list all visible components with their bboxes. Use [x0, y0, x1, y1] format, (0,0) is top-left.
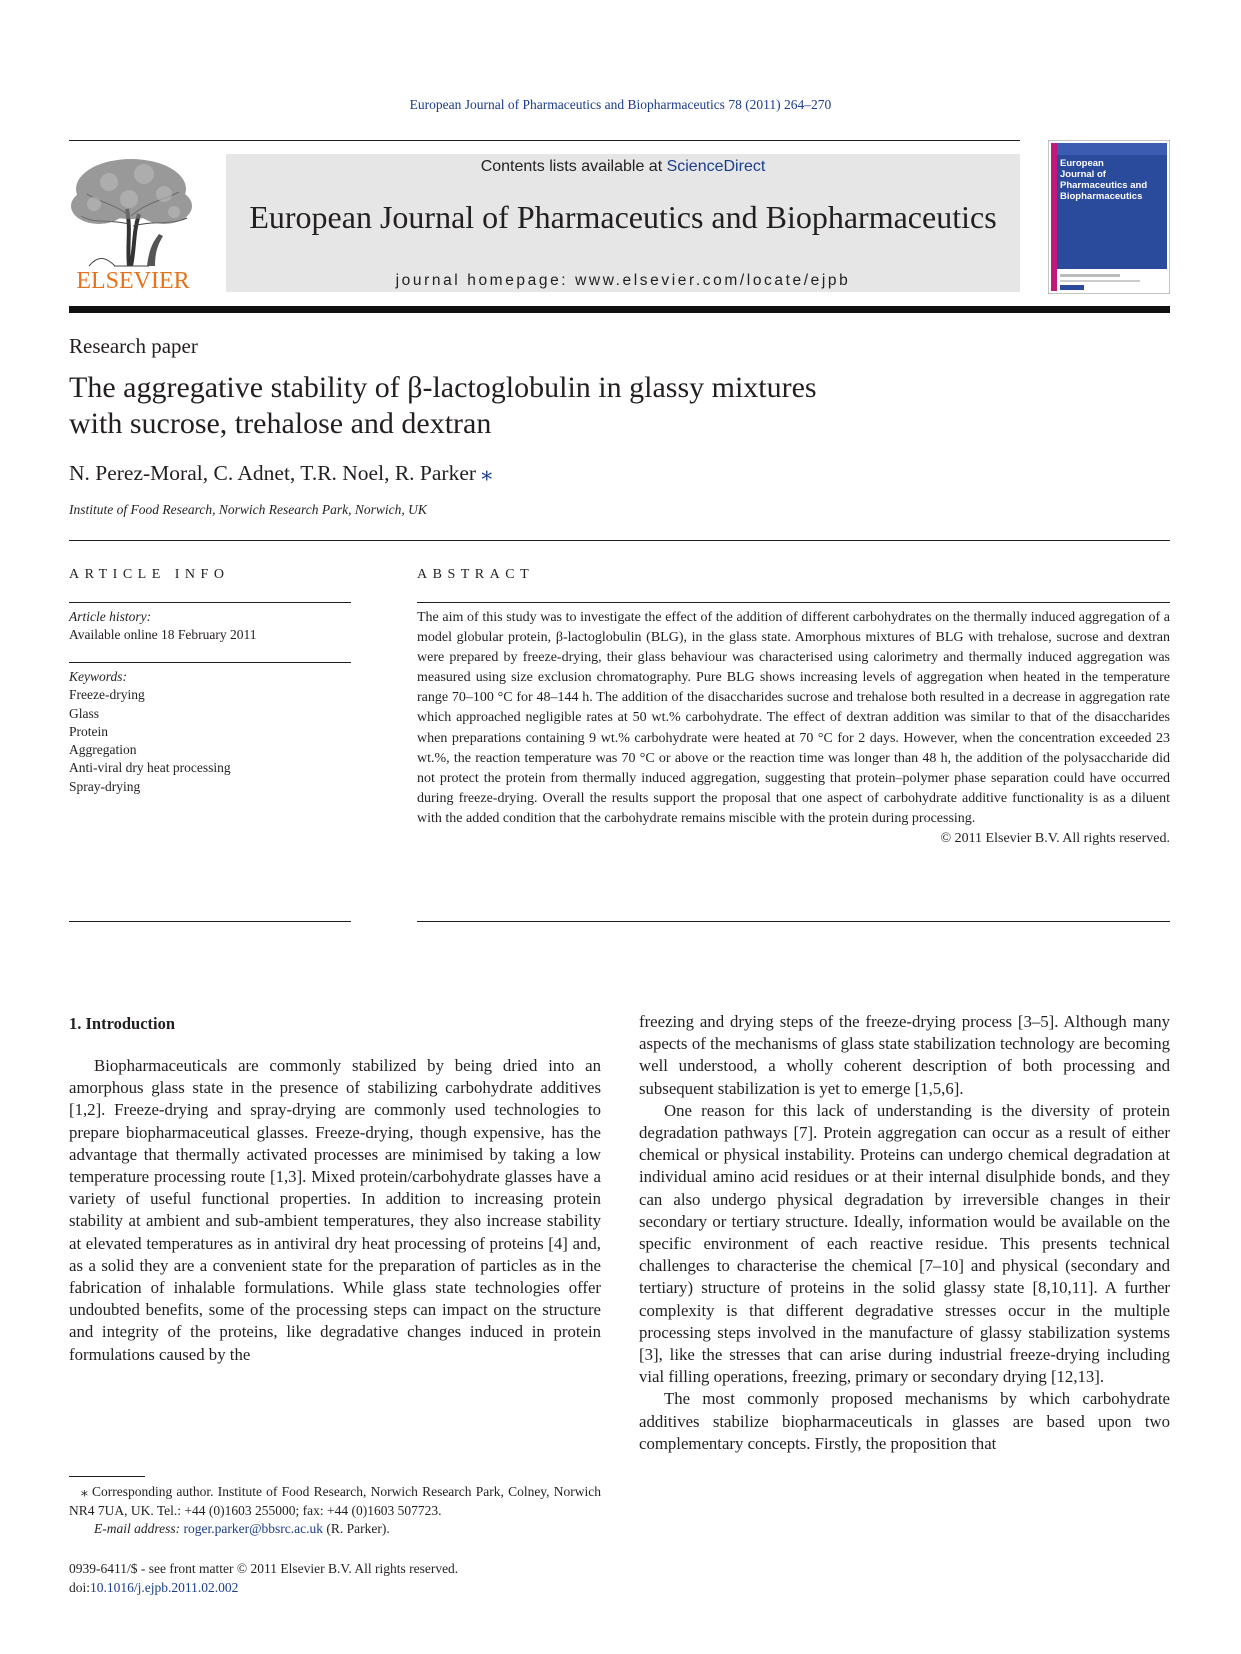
- body-paragraph: The most commonly proposed mechanisms by which carbohydrate additives stabilize biopharmaceuticals in glasses are based upon two complementary concepts. Firstly, the proposition that: [639, 1389, 1170, 1453]
- contents-prefix: Contents lists available at: [480, 158, 667, 175]
- journal-homepage[interactable]: journal homepage: www.elsevier.com/locate/ejpb: [395, 272, 851, 289]
- footnote-rule: [69, 1476, 145, 1477]
- article-info-bottom-rule: [69, 921, 351, 922]
- body-column-left: [69, 1055, 601, 1366]
- article-history: [69, 608, 351, 644]
- history-label: Article history:: [69, 609, 152, 624]
- journal-title: European Journal of Pharmaceutics and Biopharmaceutics: [249, 199, 997, 235]
- article-info-heading: ARTICLE INFO: [69, 567, 230, 582]
- authors: [69, 461, 492, 486]
- keyword: Spray-drying: [69, 778, 141, 794]
- article-title-line-2: with sucrose, trehalose and dextran: [69, 407, 492, 440]
- sciencedirect-link[interactable]: ScienceDirect: [666, 158, 766, 175]
- abstract-rule: [417, 602, 1170, 603]
- body-paragraph-continued: freezing and drying steps of the freeze-drying process [3–5]. Although many aspects of the mechanisms of glass state stabilization technology are becoming well understood, a wholly coherent description of both processing and subsequent stabilization is yet to emerge [1,5,6].: [639, 1012, 1170, 1098]
- abstract-bottom-rule: [417, 921, 1170, 922]
- affiliation: Institute of Food Research, Norwich Research Park, Norwich, UK: [69, 502, 427, 517]
- journal-cover[interactable]: [1048, 140, 1170, 294]
- history-value: Available online 18 February 2011: [69, 627, 257, 642]
- keyword: Anti-viral dry heat processing: [69, 760, 231, 776]
- corresponding-author-mark[interactable]: ⁎: [481, 461, 493, 485]
- article-type: Research paper: [69, 334, 198, 358]
- abstract-text: The aim of this study was to investigate the effect of the addition of different carbohydrates on the thermally induced aggregation of a model globular protein, β-lactoglobulin (BLG), in the glass state. Amorphous mixtures of BLG with trehalose, sucrose and dextran were prepared by freeze-drying, their glass behaviour was characterised using calorimetry and thermally induced aggregation was measured using size exclusion chromatography. Pure BLG shows increasing levels of aggregation when heated in the temperature range 70–100 °C for 48–144 h. The addition of the disaccharides sucrose and trehalose both resulted in a decrease in aggregation rate which approached negligible rates at 50 wt.% carbohydrate. The effect of dextran addition was similar to that of the disaccharides when preparations containing 9 wt.% carbohydrate were heated at 70 °C for 2 days. However, when the concentration exceeded 23 wt.%, the reaction temperature was 70 °C or above or the reaction time was longer than 48 h, the addition of the polysaccharide did not protect the protein from thermally induced aggregation, suggesting that protein–polymer phase separation could have occurred during freeze-drying. Overall the results support the proposal that one aspect of carbohydrate additive functionality is as a diluent with the added condition that the carbohydrate remains miscible with the protein during processing.: [417, 610, 1170, 826]
- history-rule: [69, 662, 351, 663]
- author-list: N. Perez-Moral, C. Adnet, T.R. Noel, R. Parker: [69, 461, 477, 485]
- article-title: [69, 370, 969, 442]
- cover-title-line-2: Journal of: [1060, 169, 1106, 180]
- cover-title-line-1: European: [1060, 158, 1104, 169]
- body-paragraph: One reason for this lack of understanding is the diversity of protein degradation pathways [7]. Protein aggregation can occur as a result of either chemical or physical instability. Proteins can undergo chemical degradation at individual amino acid residues or at their internal disulphide bonds, and they can also undergo physical degradation by irreversible changes in their secondary or tertiary structure. Ideally, information would be available on the specific environment of each reactive residue. This presents technical challenges to characterise the chemical [7–10] and physical (secondary and tertiary) structure of proteins in the solid glassy state [8,10,11]. A further complexity is that different degradative stresses occur in the multiple processing steps involved in the manufacture of glassy stabilization systems [3], like the stresses that can arise during industrial freeze-drying including vial filling operations, freezing, primary or secondary drying [12,13].: [639, 1100, 1170, 1387]
- elsevier-wordmark: ELSEVIER: [76, 268, 190, 294]
- email-label: E-mail address:: [94, 1521, 184, 1536]
- article-info-rule: [69, 602, 351, 603]
- keyword: Aggregation: [69, 742, 137, 758]
- doi-label: doi:: [69, 1579, 91, 1595]
- journal-citation[interactable]: European Journal of Pharmaceutics and Biopharmaceutics 78 (2011) 264–270: [409, 97, 832, 112]
- body-column-right: [639, 1011, 1170, 1455]
- meta-rule: [69, 540, 1170, 541]
- header-rule: [69, 140, 1020, 141]
- elsevier-logo[interactable]: [69, 154, 197, 294]
- cover-title-line-3: Pharmaceutics and: [1060, 180, 1148, 191]
- doi-link[interactable]: 10.1016/j.ejpb.2011.02.002: [90, 1579, 239, 1595]
- abstract: [417, 608, 1170, 849]
- journal-cover-image: [1048, 140, 1170, 294]
- email-link[interactable]: roger.parker@bbsrc.ac.uk: [183, 1521, 323, 1536]
- keyword: Glass: [69, 705, 99, 721]
- email-suffix: (R. Parker).: [323, 1521, 390, 1536]
- keywords: [69, 668, 351, 796]
- front-matter: [69, 1560, 669, 1597]
- footnote: [69, 1483, 601, 1539]
- cover-title-line-4: Biopharmaceutics: [1060, 191, 1143, 202]
- issn-line: 0939-6411/$ - see front matter © 2011 Elsevier B.V. All rights reserved.: [69, 1561, 459, 1576]
- keyword: Protein: [69, 723, 108, 739]
- abstract-copyright: © 2011 Elsevier B.V. All rights reserved.: [940, 831, 1170, 847]
- introduction-heading: 1. Introduction: [69, 1014, 176, 1033]
- journal-banner: [226, 154, 1020, 292]
- keyword: Freeze-drying: [69, 687, 145, 703]
- article-title-line-1: The aggregative stability of β-lactoglobulin in glassy mixtures: [69, 371, 817, 404]
- body-paragraph: Biopharmaceuticals are commonly stabilized by being dried into an amorphous glass state in the presence of stabilizing carbohydrate additives [1,2]. Freeze-drying and spray-drying are commonly used technologies to prepare biopharmaceutical glasses. Freeze-drying, though expensive, has the advantage that thermally activated processes are minimised by taking a low temperature processing route [1,3]. Mixed protein/carbohydrate glasses have a variety of useful functional properties. In addition to increasing protein stability at ambient and sub-ambient temperatures, they also increase stability at elevated temperatures as in antiviral dry heat processing of proteins [4] and, as a solid they are a convenient state for the preparation of particles as in the fabrication of inhalable formulations. While glass state technologies offer undoubted benefits, some of the processing steps can impact on the structure and integrity of the proteins, like degradative changes induced in protein formulations caused by the: [69, 1056, 601, 1364]
- abstract-heading: ABSTRACT: [417, 567, 535, 582]
- corresponding-author-note: ⁎ Corresponding author. Institute of Food Research, Norwich Research Park, Colney, Norwich NR4 7UA, UK. Tel.: +44 (0)1603 255000; fax: +44 (0)1603 507723.: [69, 1484, 601, 1518]
- header-thick-rule: [69, 306, 1170, 313]
- keywords-label: Keywords:: [69, 669, 127, 684]
- elsevier-tree-icon: [69, 154, 197, 294]
- contents-line: [226, 158, 1020, 176]
